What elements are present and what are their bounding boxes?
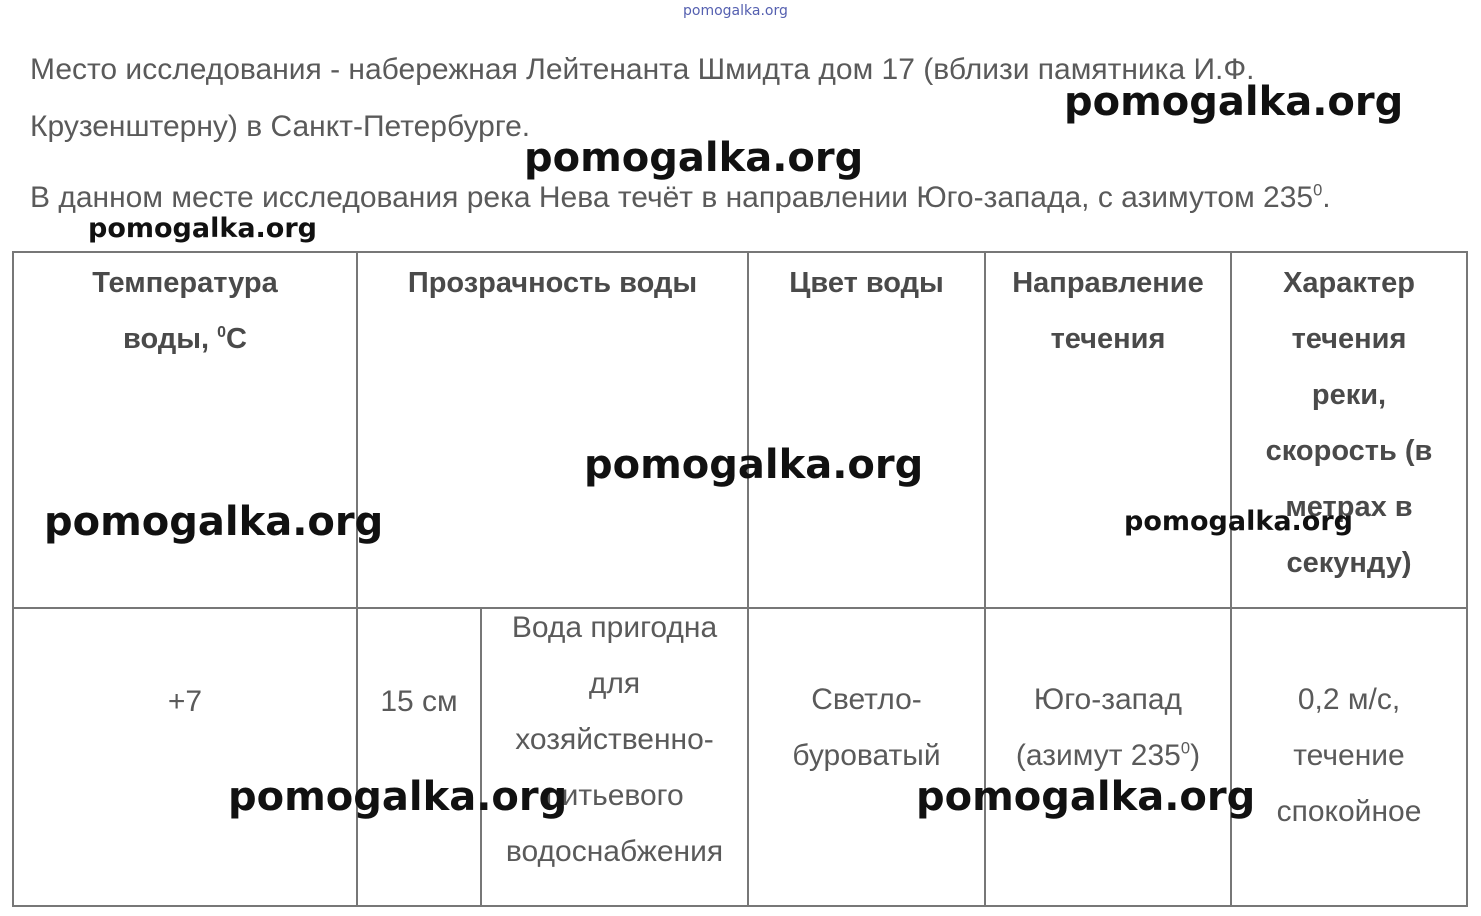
header-character-line4: скорость (в <box>1265 435 1433 467</box>
cell-transparency-note-line2: для <box>588 667 641 700</box>
header-temperature-unit: С <box>226 323 247 355</box>
watermark-5: pomogalka.org <box>44 499 384 545</box>
header-temperature-text: воды, <box>123 323 218 355</box>
header-direction-line1: Направление <box>1012 267 1204 299</box>
watermark-6: pomogalka.org <box>1124 506 1353 537</box>
cell-direction-sup: 0 <box>1180 739 1191 758</box>
header-transparency <box>358 253 747 607</box>
cell-direction-close: ) <box>1190 739 1201 772</box>
cell-color-line2: буроватый <box>792 739 941 772</box>
header-direction-line2: течения <box>1050 323 1166 355</box>
cell-direction-line1: Юго-запад <box>1033 683 1183 716</box>
header-color-label: Цвет воды <box>789 267 944 299</box>
intro-line-3 <box>30 183 1331 213</box>
header-character-line1: Характер <box>1283 267 1415 299</box>
watermark-8: pomogalka.org <box>916 774 1256 820</box>
cell-transparency-note-line3: хозяйственно- <box>515 723 714 756</box>
header-temperature <box>14 253 356 607</box>
header-direction <box>986 253 1230 607</box>
header-character-line5: метрах в <box>1285 491 1413 523</box>
cell-temperature: +7 <box>167 685 203 718</box>
intro-line-2: Крузенштерну) в Санкт-Петербурге. <box>30 110 531 143</box>
watermark-2: pomogalka.org <box>524 135 864 181</box>
header-character-line6: секунду) <box>1286 547 1412 579</box>
cell-transparency-note-line5: водоснабжения <box>505 835 724 868</box>
watermark-1: pomogalka.org <box>1064 79 1404 125</box>
header-character-line2: течения <box>1291 323 1407 355</box>
cell-transparency-note-line4: питьевого <box>545 779 684 812</box>
cell-character-line2: течение <box>1293 739 1405 772</box>
watermark-4: pomogalka.org <box>584 442 924 488</box>
cell-direction-text: (азимут 235 <box>1015 739 1181 772</box>
watermark-3: pomogalka.org <box>88 213 317 244</box>
cell-color-line1: Светло- <box>811 683 922 716</box>
watermark-7: pomogalka.org <box>228 774 568 820</box>
header-temperature-sup: 0 <box>217 323 226 341</box>
cell-transparency-note <box>482 600 747 897</box>
header-temperature-line2 <box>14 311 356 367</box>
cell-transparency-value: 15 см <box>380 685 458 718</box>
intro-line-3-sup: 0 <box>1313 181 1323 200</box>
intro-line-1: Место исследования - набережная Лейтенанта Шмидта дом 17 (вблизи памятника И.Ф. <box>30 53 1255 86</box>
intro-line-3-text: В данном месте исследования река Нева течёт в направлении Юго-запада, с азимутом 235 <box>30 181 1314 214</box>
cell-transparency-note-line1: Вода пригодна <box>511 611 718 644</box>
intro-line-3-end: . <box>1322 181 1331 214</box>
watermark-top: pomogalka.org <box>683 3 788 19</box>
header-character <box>1232 253 1466 607</box>
header-color <box>749 253 984 607</box>
cell-character <box>1232 672 1466 852</box>
header-transparency-label: Прозрачность воды <box>407 267 698 299</box>
header-temperature-line1: Температура <box>92 267 278 299</box>
header-character-line3: реки, <box>1311 379 1387 411</box>
cell-character-line1: 0,2 м/с, <box>1297 683 1401 716</box>
cell-character-line3: спокойное <box>1276 795 1422 828</box>
